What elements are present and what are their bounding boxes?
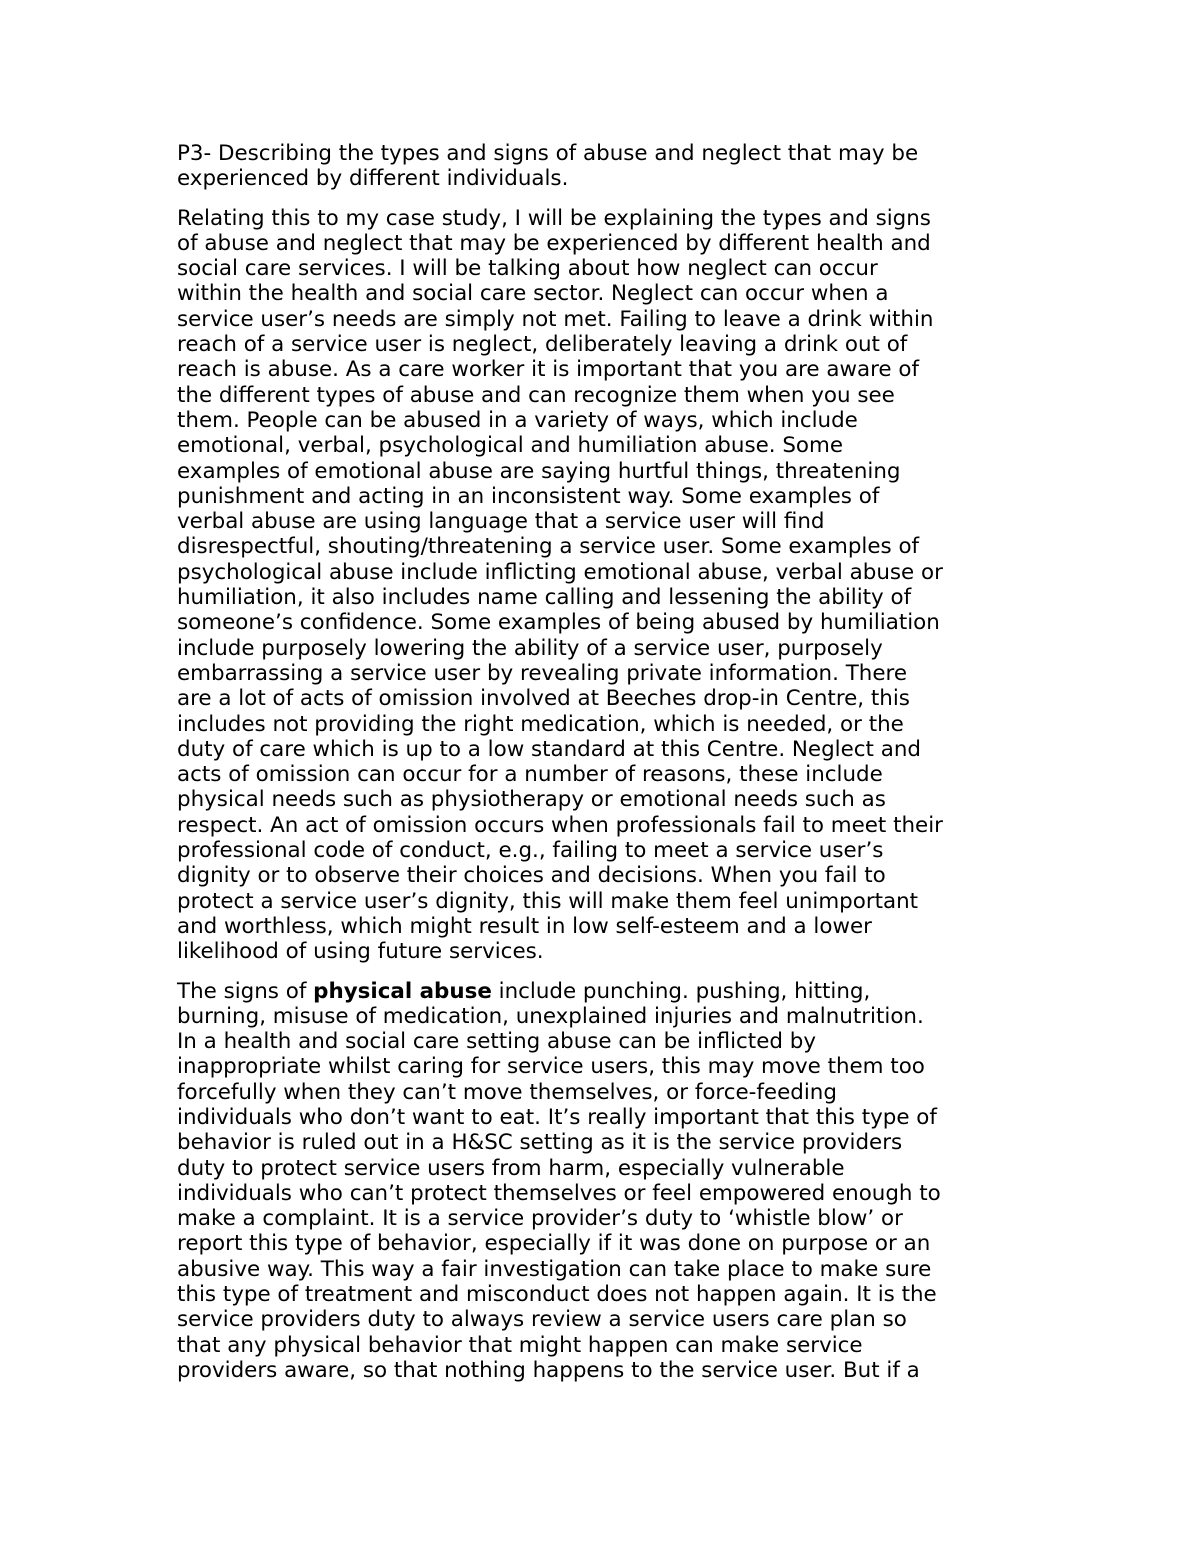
paragraph-line: examples of emotional abuse are saying hurtful things, threatening [177, 458, 901, 484]
heading-line: experienced by different individuals. [177, 166, 569, 192]
paragraph-line: providers aware, so that nothing happens to the service user. But if a [177, 1357, 920, 1383]
paragraph-line: reach of a service user is neglect, deliberately leaving a drink out of [177, 332, 908, 358]
paragraph-line: punishment and acting in an inconsistent way. Some examples of [177, 483, 880, 509]
paragraph-line: inappropriate whilst caring for service users, this may move them too [177, 1054, 925, 1080]
paragraph-line: them. People can be abused in a variety of ways, which include [177, 407, 858, 433]
paragraph-line: that any physical behavior that might happen can make service [177, 1332, 863, 1358]
paragraph-physical-abuse [177, 979, 1037, 1384]
paragraph-line: and worthless, which might result in low self-esteem and a lower [177, 913, 872, 939]
paragraph-line: dignity or to observe their choices and decisions. When you fail to [177, 863, 886, 889]
paragraph-line: service providers duty to always review a service users care plan so [177, 1307, 907, 1333]
paragraph-line [177, 979, 1037, 1004]
paragraph-line: of abuse and neglect that may be experienced by different health and [177, 230, 931, 256]
paragraph-line: Relating this to my case study, I will be explaining the types and signs [177, 205, 931, 231]
paragraph-line: duty of care which is up to a low standard at this Centre. Neglect and [177, 736, 921, 762]
paragraph-neglect-overview [177, 206, 1037, 965]
paragraph-line: burning, misuse of medication, unexplained injuries and malnutrition. [177, 1003, 924, 1029]
paragraph-line: service user’s needs are simply not met. Failing to leave a drink within [177, 306, 934, 332]
paragraph-line: respect. An act of omission occurs when professionals fail to meet their [177, 812, 943, 838]
paragraph-line: individuals who don’t want to eat. It’s really important that this type of [177, 1104, 937, 1130]
paragraph-line: the different types of abuse and can recognize them when you see [177, 382, 895, 408]
paragraph-line: this type of treatment and misconduct does not happen again. It is the [177, 1282, 937, 1308]
paragraph-line: verbal abuse are using language that a service user will find [177, 509, 825, 535]
paragraph-line: duty to protect service users from harm, especially vulnerable [177, 1155, 845, 1181]
paragraph-line: likelihood of using future services. [177, 939, 544, 965]
paragraph-line: humiliation, it also includes name calling and lessening the ability of [177, 585, 912, 611]
paragraph-line: forcefully when they can’t move themselves, or force-feeding [177, 1079, 837, 1105]
paragraph-line: include purposely lowering the ability of a service user, purposely [177, 635, 883, 661]
bold-term-physical-abuse: physical abuse [313, 978, 492, 1004]
paragraph-line: social care services. I will be talking about how neglect can occur [177, 256, 878, 282]
paragraph-line: includes not providing the right medication, which is needed, or the [177, 711, 904, 737]
paragraph-line: reach is abuse. As a care worker it is important that you are aware of [177, 357, 919, 383]
paragraph-line: within the health and social care sector. Neglect can occur when a [177, 281, 889, 307]
document-body [177, 141, 1037, 1397]
text-suffix: include punching. pushing, hitting, [491, 978, 871, 1004]
paragraph-line: physical needs such as physiotherapy or emotional needs such as [177, 787, 886, 813]
paragraph-line: behavior is ruled out in a H&SC setting as it is the service providers [177, 1130, 903, 1156]
paragraph-line: are a lot of acts of omission involved at Beeches drop-in Centre, this [177, 686, 910, 712]
document-heading [177, 141, 1037, 192]
paragraph-line: individuals who can’t protect themselves or feel empowered enough to [177, 1180, 941, 1206]
heading-line: P3- Describing the types and signs of abuse and neglect that may be [177, 141, 919, 166]
paragraph-line: embarrassing a service user by revealing private information. There [177, 660, 907, 686]
paragraph-line: abusive way. This way a fair investigation can take place to make sure [177, 1256, 932, 1282]
paragraph-line: In a health and social care setting abuse can be inflicted by [177, 1029, 816, 1055]
paragraph-line: disrespectful, shouting/threatening a service user. Some examples of [177, 534, 920, 560]
paragraph-line: protect a service user’s dignity, this will make them feel unimportant [177, 888, 919, 914]
paragraph-line: psychological abuse include inflicting emotional abuse, verbal abuse or [177, 559, 943, 585]
paragraph-line: someone’s confidence. Some examples of being abused by humiliation [177, 610, 940, 636]
paragraph-line: make a complaint. It is a service provider’s duty to ‘whistle blow’ or [177, 1206, 903, 1232]
paragraph-line: acts of omission can occur for a number of reasons, these include [177, 762, 883, 788]
paragraph-line: professional code of conduct, e.g., failing to meet a service user’s [177, 838, 884, 864]
text-prefix: The signs of [177, 978, 314, 1004]
paragraph-line: report this type of behavior, especially if it was done on purpose or an [177, 1231, 931, 1257]
paragraph-line: emotional, verbal, psychological and humiliation abuse. Some [177, 433, 844, 459]
